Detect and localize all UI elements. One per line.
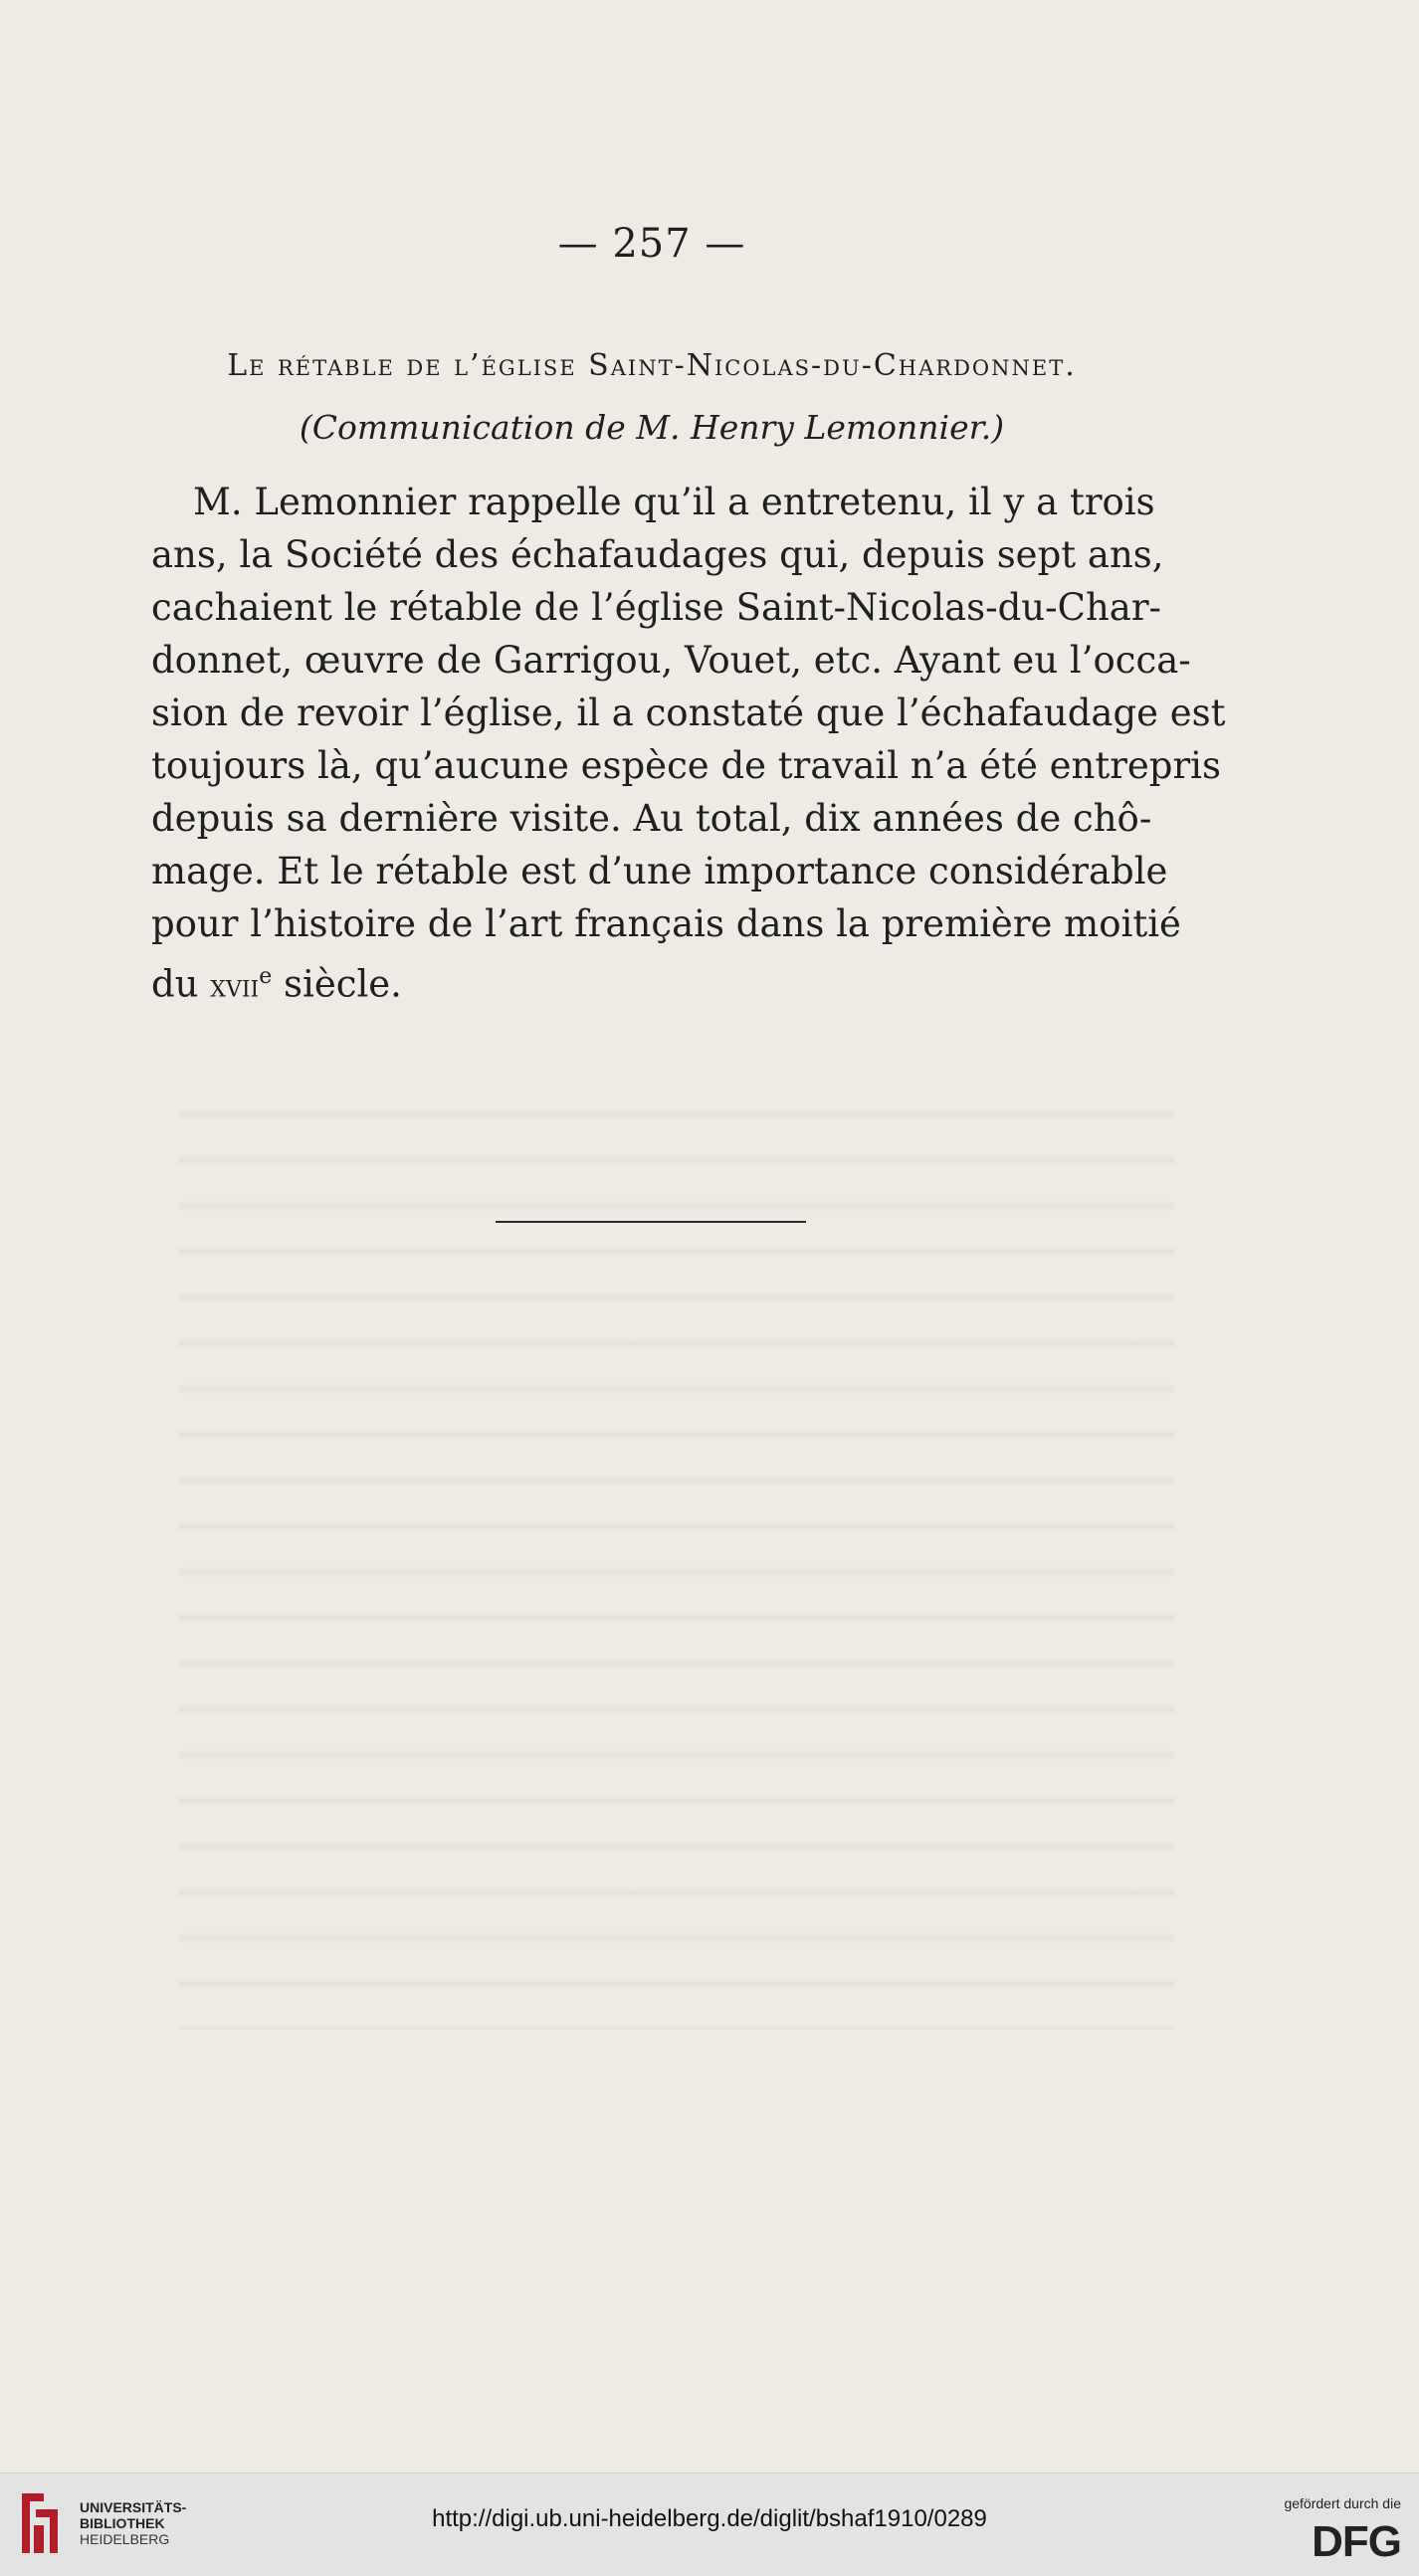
dfg-logo: DFG xyxy=(1312,2517,1401,2566)
permalink-url[interactable]: http://digi.ub.uni-heidelberg.de/diglit/bshaf1910/0289 xyxy=(432,2505,987,2532)
body-paragraph xyxy=(151,476,1226,1012)
library-name-line: BIBLIOTHEK xyxy=(80,2515,165,2531)
section-subtitle: (Communication de M. Henry Lemonnier.) xyxy=(299,408,1005,447)
funder-caption: gefördert durch die xyxy=(1284,2495,1401,2511)
century-numeral: xvii xyxy=(210,966,260,1005)
page-number: — 257 — xyxy=(557,221,746,267)
section-divider-rule xyxy=(496,1221,806,1223)
paragraph-line: toujours là, qu’aucune espèce de travail n’a été entrepris xyxy=(151,744,1222,787)
paragraph-line: M. Lemonnier rappelle qu’il a entretenu, il y a trois xyxy=(193,481,1155,523)
viewer-footer-bar xyxy=(0,2473,1419,2576)
century-superscript: e xyxy=(259,964,273,989)
show-through-texture xyxy=(179,1075,1174,2030)
section-title: Le rétable de l’église Saint-Nicolas-du-Chardonnet. xyxy=(227,348,1077,383)
paragraph-line: mage. Et le rétable est d’une importance considérable xyxy=(151,850,1168,892)
paragraph-line: pour l’histoire de l’art français dans la première moitié xyxy=(151,902,1181,945)
paragraph-line: cachaient le rétable de l’église Saint-Nicolas-du-Char- xyxy=(151,586,1162,629)
last-line-prefix: du xyxy=(151,962,211,1006)
paragraph-line: sion de revoir l’église, il a constaté que l’échafaudage est xyxy=(151,692,1226,734)
library-name-line: UNIVERSITÄTS- xyxy=(80,2499,187,2515)
library-name-line: HEIDELBERG xyxy=(80,2531,170,2547)
paragraph-last-line xyxy=(151,950,1150,1012)
paragraph-line: depuis sa dernière visite. Au total, dix années de chô- xyxy=(151,797,1152,840)
paragraph-line: ans, la Société des échafaudages qui, depuis sept ans, xyxy=(151,533,1164,576)
last-line-suffix: siècle. xyxy=(272,962,402,1006)
paragraph-line: donnet, œuvre de Garrigou, Vouet, etc. Ayant eu l’occa- xyxy=(151,639,1191,682)
